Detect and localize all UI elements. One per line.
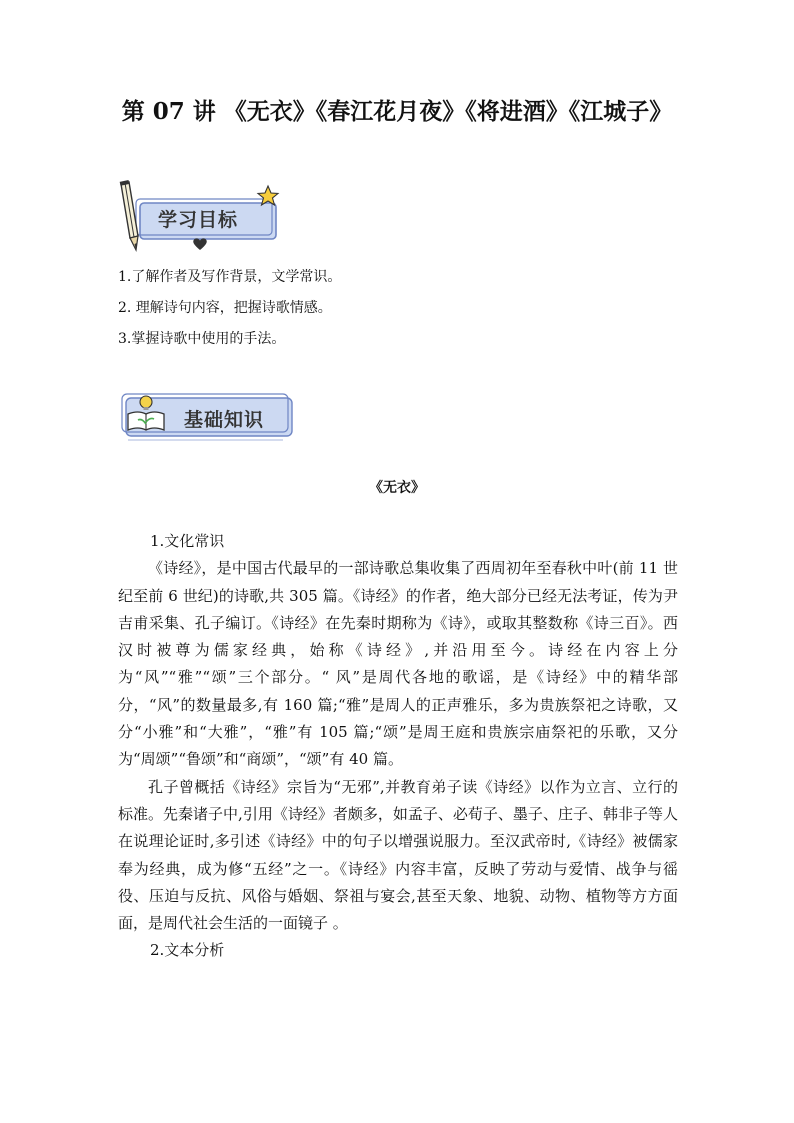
paragraph: 《诗经》，是中国古代最早的一部诗歌总集收集了西周初年至春秋中叶(前 11 世纪至前 6 世纪)的诗歌,共 305 篇。《诗经》的作者，绝大部分已经无法考证，传为尹吉甫采集、孔子编订。《诗经》在先秦时期称为《诗》，或取其整数称《诗三百》。西汉时被尊为儒家经典，始称《诗经》,并沿用至今。诗经在内容上分为“风”“雅”“颂”三个部分。“ 风”是周代各地的歌谣，是《诗经》中的精华部分，“风”的数量最多,有 160 篇;“雅”是周人的正声雅乐，多为贵族祭祀之诗歌，又分“小雅”和“大雅”，“雅”有 105 篇;“颂”是周王庭和贵族宗庙祭祀的乐歌，又分为“周颂”“鲁颂”和“商颂”，“颂”有 40 篇。 xyxy=(118,559,678,769)
section-title: 《无衣》 xyxy=(369,480,425,496)
banner-learning-goals xyxy=(116,178,286,254)
banner-label-basics: 基础知识 xyxy=(184,409,265,431)
article-body xyxy=(118,528,678,965)
paragraph: 孔子曾概括《诗经》宗旨为“无邪”,并教育弟子读《诗经》以作为立言、立行的标准。先秦诸子中,引用《诗经》者颇多，如孟子、必荀子、墨子、庄子、韩非子等人在说理论证时,多引述《诗经》中的句子以增强说服力。至汉武帝时,《诗经》被儒家奉为经典，成为修“五经”之一。《诗经》内容丰富，反映了劳动与爱情、战争与徭役、压迫与反抗、风俗与婚姻、祭祖与宴会,甚至天象、地貌、动物、植物等方方面面，是周代社会生活的一面镜子 。 xyxy=(118,777,678,933)
star-icon xyxy=(258,186,278,205)
goal-item: 1.了解作者及写作背景，文学常识。 xyxy=(118,269,342,285)
goals-list xyxy=(118,262,341,355)
heart-icon xyxy=(193,238,207,250)
banner-label-goals: 学习目标 xyxy=(158,209,239,231)
goal-item: 2. 理解诗句内容，把握诗歌情感。 xyxy=(118,300,332,316)
subheading-culture: 1.文化常识 xyxy=(150,532,225,550)
page-title: 第 07 讲 《无衣》《春江花月夜》《将进酒》《江城子》 xyxy=(121,98,673,125)
subheading-analysis: 2.文本分析 xyxy=(150,941,225,960)
banner-basics xyxy=(118,390,298,446)
pencil-icon xyxy=(120,180,138,250)
goal-item: 3.掌握诗歌中使用的手法。 xyxy=(118,331,286,347)
